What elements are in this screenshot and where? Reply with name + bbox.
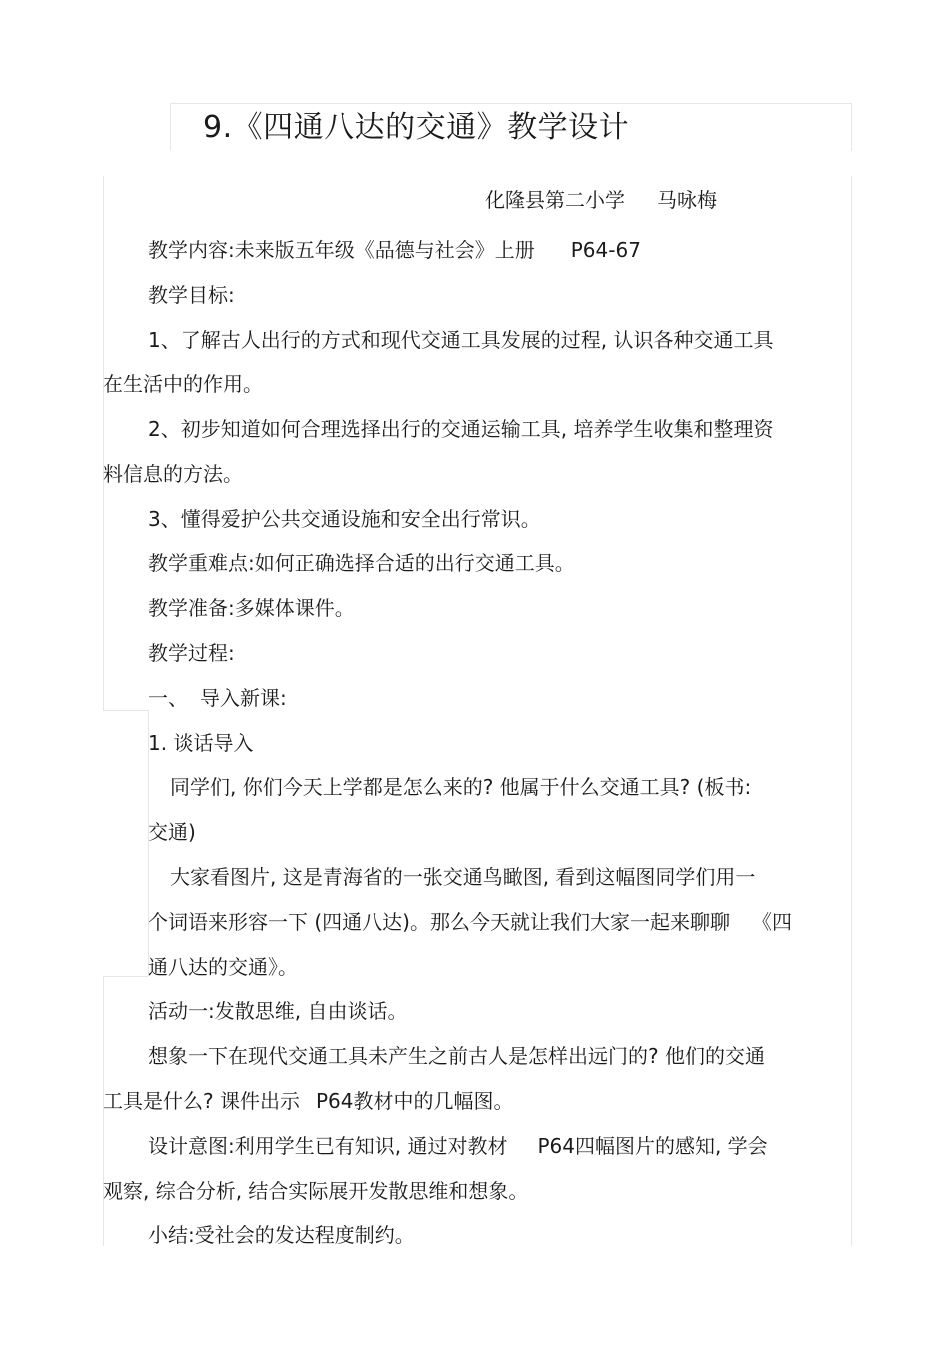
- design-intent-text: 设计意图:利用学生已有知识, 通过对教材: [148, 1134, 508, 1158]
- objective-1-line-2: 在生活中的作用。: [103, 372, 263, 396]
- frame-title-left-line: [170, 103, 171, 151]
- author-line: [485, 186, 717, 214]
- subsection-1: 1. 谈话导入: [148, 731, 254, 755]
- section-1-number: 一、: [148, 686, 188, 710]
- section-1-heading: [148, 684, 287, 712]
- key-points: 教学重难点:如何正确选择合适的出行交通工具。: [148, 551, 575, 575]
- frame-step-line-1: [103, 710, 148, 711]
- talk-2-line-2-text: 个词语来形容一下 (四通八达)。那么今天就让我们大家一起来聊聊: [148, 910, 730, 934]
- objective-3: 3、懂得爱护公共交通设施和安全出行常识。: [148, 507, 541, 531]
- summary: 小结:受社会的发达程度制约。: [148, 1223, 415, 1247]
- objective-2-line-1: 2、初步知道如何合理选择出行的交通运输工具, 培养学生收集和整理资: [148, 417, 774, 441]
- imagine-line-2-pages: P64教材中的几幅图。: [315, 1089, 514, 1113]
- talk-2-line-1: 大家看图片, 这是青海省的一张交通鸟瞰图, 看到这幅图同学们用一: [170, 865, 756, 889]
- design-intent-pages: P64四幅图片的感知, 学会: [537, 1134, 768, 1158]
- frame-left-line-upper: [103, 176, 104, 710]
- talk-2-line-2-end: 《四: [751, 910, 792, 934]
- teaching-content-pages: P64-67: [570, 238, 641, 262]
- preparation: 教学准备:多媒体课件。: [148, 596, 355, 620]
- section-1-title: 导入新课:: [200, 686, 287, 710]
- teaching-content-label: 教学内容:未来版五年级《品德与社会》上册: [148, 238, 535, 262]
- frame-top-line: [170, 103, 851, 104]
- imagine-line-2: [103, 1087, 514, 1115]
- frame-right-line-lower: [851, 176, 852, 1246]
- talk-1-line-2: 交通): [148, 820, 196, 844]
- process-heading: 教学过程:: [148, 641, 235, 665]
- frame-step-line-2: [103, 976, 148, 977]
- objectives-heading: 教学目标:: [148, 283, 235, 307]
- design-intent-line-2: 观察, 综合分析, 结合实际展开发散思维和想象。: [103, 1179, 529, 1203]
- talk-1-line-1: 同学们, 你们今天上学都是怎么来的? 他属于什么交通工具? (板书:: [170, 775, 752, 799]
- frame-right-line: [851, 103, 852, 151]
- talk-2-line-3: 通八达的交通》。: [148, 955, 298, 979]
- imagine-line-2-text: 工具是什么? 课件出示: [103, 1089, 300, 1113]
- author-name: 马咏梅: [657, 188, 717, 212]
- talk-2-line-2: [148, 908, 792, 936]
- author-school: 化隆县第二小学: [485, 188, 625, 212]
- activity-1-heading: 活动一:发散思维, 自由谈话。: [148, 999, 408, 1023]
- design-intent-line-1: [148, 1132, 768, 1160]
- objective-2-line-2: 料信息的方法。: [103, 462, 243, 486]
- imagine-line-1: 想象一下在现代交通工具未产生之前古人是怎样出远门的? 他们的交通: [148, 1044, 765, 1068]
- document-title: 9.《四通八达的交通》教学设计: [203, 110, 630, 145]
- objective-1-line-1: 1、了解古人出行的方式和现代交通工具发展的过程, 认识各种交通工具: [148, 328, 774, 352]
- teaching-content: [148, 236, 641, 264]
